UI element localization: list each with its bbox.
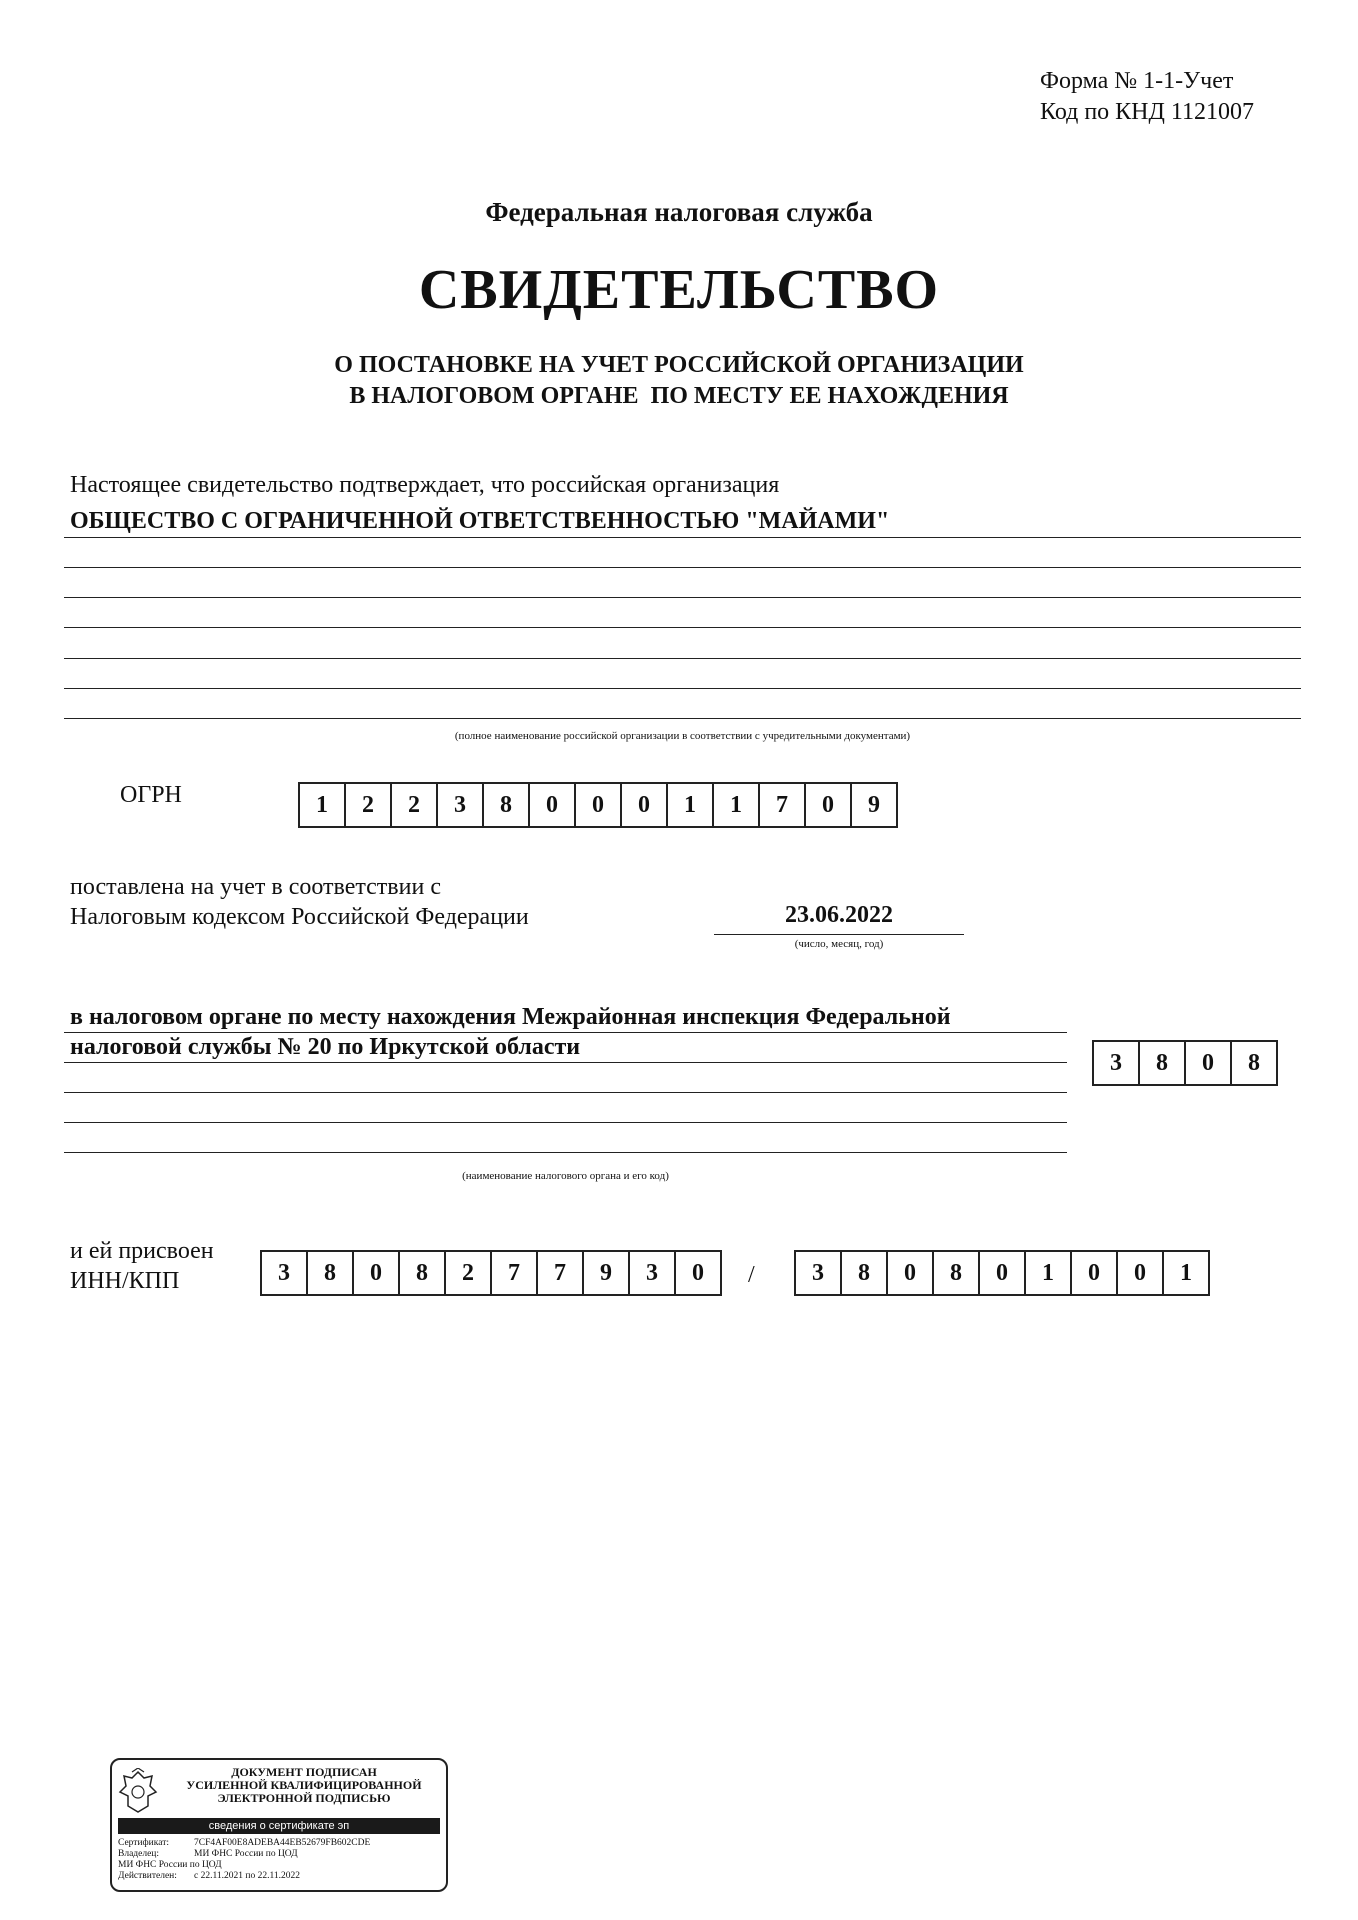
inn-kpp-label-line-1: и ей присвоен [70,1238,214,1264]
registration-text [70,872,529,932]
registration-date-line [714,934,964,935]
owner-value: МИ ФНС России по ЦОД [194,1849,298,1859]
tax-authority-code-cells [1092,1040,1278,1086]
ogrn-digit: 3 [436,782,484,828]
inn-digit: 7 [490,1250,538,1296]
registration-date-note: (число, месяц, год) [794,938,884,950]
org-name-line-1 [64,537,1301,538]
registration-date: 23.06.2022 [785,902,893,928]
ogrn-digit: 7 [758,782,806,828]
tax-authority-note: (наименование налогового органа и его код) [462,1170,669,1182]
kpp-digit: 0 [1116,1250,1164,1296]
registration-text-line-2: Налоговым кодексом Российской Федерации [70,904,529,930]
stamp-validity-row [118,1871,444,1882]
stamp-title-line-2: УСИЛЕННОЙ КВАЛИФИЦИРОВАННОЙ [186,1778,422,1792]
registration-text-line-1: поставлена на учет в соответствии с [70,874,441,900]
kpp-digit: 3 [794,1250,842,1296]
inn-digit: 2 [444,1250,492,1296]
inn-kpp-label-line-2: ИНН/КПП [70,1268,180,1294]
ogrn-digit: 1 [712,782,760,828]
kpp-digit: 1 [1162,1250,1210,1296]
ogrn-digit: 2 [344,782,392,828]
ogrn-digit: 2 [390,782,438,828]
ogrn-digit: 1 [298,782,346,828]
document-subtitle [0,350,1358,412]
tax-authority-underline-2 [64,1062,1067,1063]
org-name-line-2 [64,567,1301,568]
intro-text: Настоящее свидетельство подтверждает, что российская организация [70,472,780,498]
inn-digit: 7 [536,1250,584,1296]
ogrn-digit: 8 [482,782,530,828]
kpp-digit: 0 [1070,1250,1118,1296]
stamp-certificate-bar: сведения о сертификате эп [118,1818,440,1834]
ogrn-digit: 0 [574,782,622,828]
tax-authority-line-2: налоговой службы № 20 по Иркутской области [70,1034,581,1060]
ogrn-digit: 0 [528,782,576,828]
org-name-line-5 [64,658,1301,659]
ogrn-cells [298,782,898,828]
inn-kpp-separator: / [748,1262,755,1288]
tax-authority-code-digit: 8 [1230,1040,1278,1086]
tax-authority-code-digit: 3 [1092,1040,1140,1086]
ogrn-label: ОГРН [120,782,182,808]
tax-authority-underline-5 [64,1152,1067,1153]
inn-digit: 8 [398,1250,446,1296]
validity-value: с 22.11.2021 по 22.11.2022 [194,1871,300,1881]
certificate-value: 7CF4AF00E8ADEBA44EB52679FB602CDE [194,1838,371,1848]
org-name-line-3 [64,597,1301,598]
owner-label: Владелец: [118,1849,160,1859]
coat-of-arms-icon [118,1768,158,1816]
inn-digit: 9 [582,1250,630,1296]
stamp-title-line-1: ДОКУМЕНТ ПОДПИСАН [231,1765,377,1779]
tax-authority-line-1: в налоговом органе по месту нахождения Межрайонная инспекция Федеральной [70,1004,951,1030]
knd-code: Код по КНД 1121007 [1040,99,1254,125]
inn-digit: 0 [674,1250,722,1296]
tax-authority-code-digit: 0 [1184,1040,1232,1086]
inn-digit: 0 [352,1250,400,1296]
inn-digit: 3 [260,1250,308,1296]
stamp-title-line-3: ЭЛЕКТРОННОЙ ПОДПИСЬЮ [217,1791,391,1805]
stamp-owner-row [118,1849,444,1860]
tax-authority-underline-4 [64,1122,1067,1123]
inn-kpp-label [70,1236,214,1296]
kpp-cells [794,1250,1210,1296]
ogrn-digit: 0 [804,782,852,828]
inn-digit: 3 [628,1250,676,1296]
ogrn-digit: 1 [666,782,714,828]
kpp-digit: 0 [978,1250,1026,1296]
signature-stamp [110,1758,448,1892]
subtitle-line-1: О ПОСТАНОВКЕ НА УЧЕТ РОССИЙСКОЙ ОРГАНИЗАЦИИ [334,352,1024,378]
validity-label: Действителен: [118,1871,177,1881]
agency-name: Федеральная налоговая служба [485,197,873,227]
certificate-label: Сертификат: [118,1838,170,1848]
form-number: Форма № 1-1-Учет [1040,68,1234,94]
inn-cells [260,1250,722,1296]
issuer-value: МИ ФНС России по ЦОД [118,1860,222,1870]
inn-digit: 8 [306,1250,354,1296]
kpp-digit: 0 [886,1250,934,1296]
kpp-digit: 8 [932,1250,980,1296]
stamp-certificate-row [118,1838,444,1849]
kpp-digit: 1 [1024,1250,1072,1296]
org-name-line-6 [64,688,1301,689]
org-name-line-7 [64,718,1301,719]
tax-authority-code-digit: 8 [1138,1040,1186,1086]
stamp-details [118,1838,444,1882]
tax-authority-underline-3 [64,1092,1067,1093]
form-header [1040,66,1254,128]
stamp-issuer-row [118,1860,444,1871]
ogrn-digit: 0 [620,782,668,828]
organization-name: ОБЩЕСТВО С ОГРАНИЧЕННОЙ ОТВЕТСТВЕННОСТЬЮ "МАЙАМИ" [70,508,890,534]
organization-name-note: (полное наименование российской организации в соответствии с учредительными документами) [454,730,911,742]
org-name-line-4 [64,627,1301,628]
kpp-digit: 8 [840,1250,888,1296]
document-title: СВИДЕТЕЛЬСТВО [418,259,940,321]
stamp-title [164,1766,444,1805]
subtitle-line-2: В НАЛОГОВОМ ОРГАНЕ ПО МЕСТУ ЕЕ НАХОЖДЕНИЯ [349,383,1009,409]
ogrn-digit: 9 [850,782,898,828]
